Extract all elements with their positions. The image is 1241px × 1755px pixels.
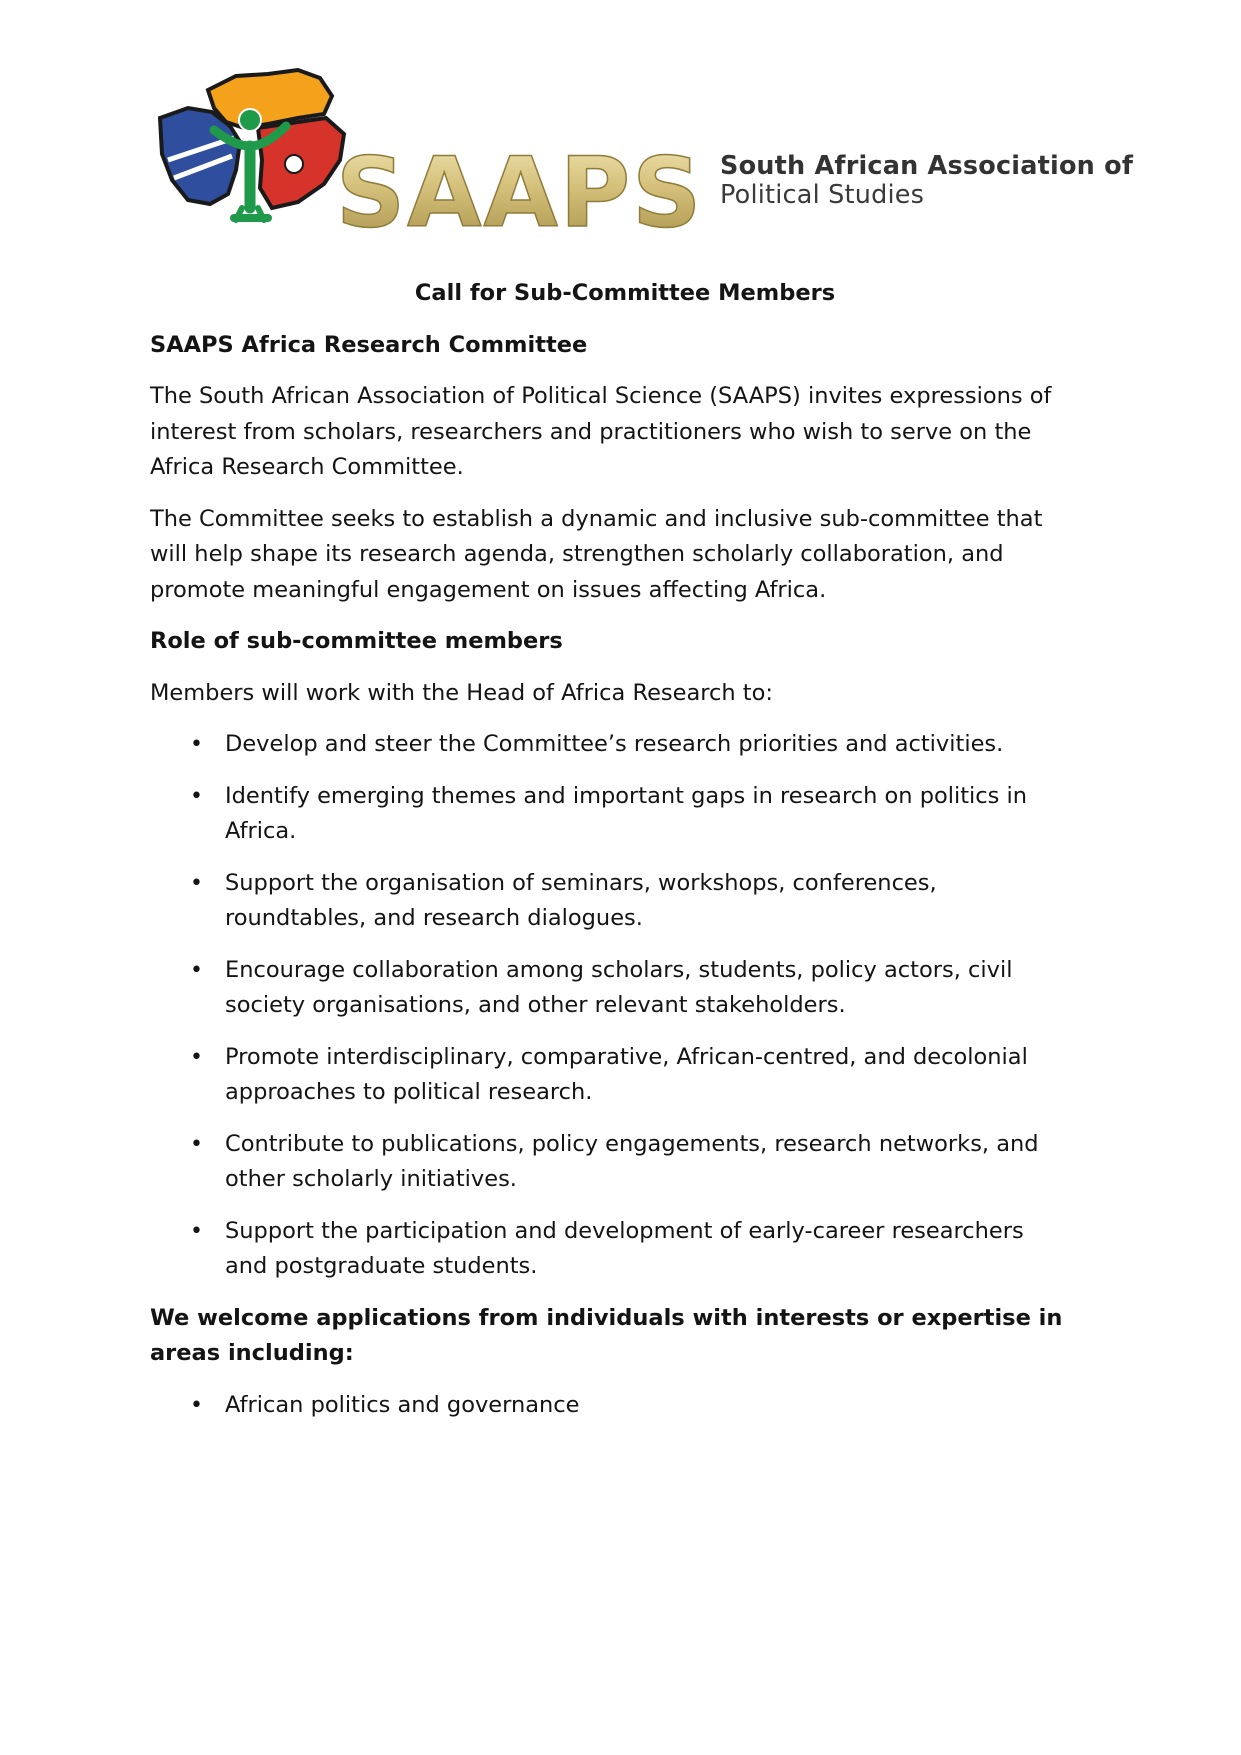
- list-item: [150, 1214, 1070, 1285]
- letterhead: [148, 68, 1168, 238]
- list-item-text: Develop and steer the Committee’s research priorities and activities.: [225, 731, 1004, 757]
- bullet-icon: •: [190, 1392, 203, 1418]
- list-item-text: Encourage collaboration among scholars, students, policy actors, civil society organisations, and other relevant stakeholders.: [225, 956, 1013, 1018]
- list-item: [150, 1127, 1070, 1198]
- areas-heading: We welcome applications from individuals with interests or expertise in areas including:: [150, 1304, 1063, 1366]
- bullet-icon: •: [190, 1218, 203, 1244]
- role-heading: Role of sub-committee members: [150, 628, 563, 654]
- list-item: [150, 953, 1070, 1024]
- organisation-name-line-1: South African Association of: [720, 151, 1134, 181]
- document-title: Call for Sub-Committee Members: [414, 280, 836, 306]
- intro-paragraph-2: The Committee seeks to establish a dynamic and inclusive sub-committee that will help shape its research agenda, strengthen scholarly collaboration, and promote meaningful engagement on issues affecting Africa.: [150, 505, 1043, 603]
- list-item-text: Identify emerging themes and important gaps in research on politics in Africa.: [225, 782, 1028, 844]
- list-item-text: Promote interdisciplinary, comparative, African-centred, and decolonial approaches to political research.: [225, 1043, 1028, 1105]
- bullet-icon: •: [190, 732, 203, 757]
- committee-heading: SAAPS Africa Research Committee: [150, 331, 588, 358]
- bullet-icon: •: [190, 783, 203, 809]
- role-intro: Members will work with the Head of Africa Research to:: [150, 679, 773, 706]
- list-item-text: Contribute to publications, policy engagements, research networks, and other scholarly initiatives.: [225, 1130, 1039, 1192]
- list-item: [150, 779, 1070, 850]
- document-body: [150, 276, 1070, 1439]
- list-item: [150, 1388, 1070, 1424]
- list-item: [150, 866, 1070, 937]
- list-item-text: Support the organisation of seminars, workshops, conferences, roundtables, and research dialogues.: [225, 869, 937, 931]
- intro-paragraph-1: The South African Association of Political Science (SAAPS) invites expressions of interest from scholars, researchers and practitioners who wish to serve on the Africa Research Committee.: [150, 383, 1052, 480]
- organisation-name: [720, 152, 1180, 210]
- organisation-name-line-2: Political Studies: [720, 180, 925, 210]
- list-item-text: African politics and governance: [225, 1391, 580, 1418]
- list-item-text: Support the participation and development of early-career researchers and postgraduate students.: [225, 1217, 1024, 1279]
- bullet-icon: •: [190, 957, 203, 983]
- list-item: [150, 727, 1070, 763]
- bullet-icon: •: [190, 1044, 203, 1070]
- areas-list: [150, 1388, 1070, 1424]
- bullet-icon: •: [190, 870, 203, 896]
- list-item: [150, 1040, 1070, 1111]
- role-list: [150, 727, 1070, 1285]
- bullet-icon: •: [190, 1131, 203, 1157]
- saaps-wordmark-text: SAAPS: [336, 140, 704, 238]
